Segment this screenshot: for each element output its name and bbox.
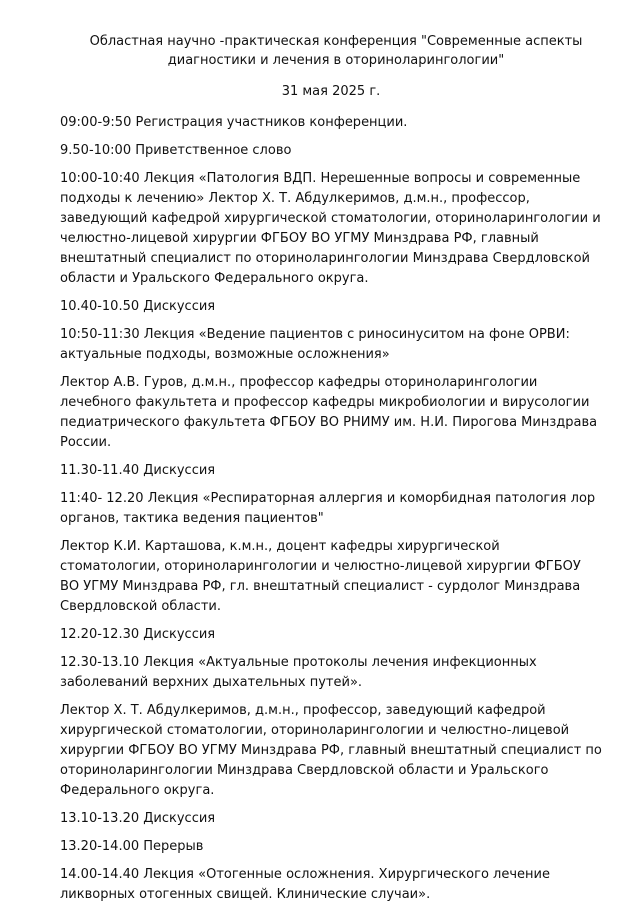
program-entry: Лектор А.В. Гуров, д.м.н., профессор кафедры оториноларингологии лечебного факультета и профессор кафедры микробиологии и вирусологии педиатрического факультета ФГБОУ ВО РНИМУ им. Н.И. Пирогова Минздрава России. [60, 375, 598, 450]
conference-date: 31 мая 2025 г. [281, 84, 381, 99]
program-entry: 9.50-10:00 Приветственное слово [60, 143, 292, 158]
program-entry: 11:40- 12.20 Лекция «Респираторная аллергия и коморбидная патология лор органов, тактика ведения пациентов" [60, 491, 596, 526]
program-entry: 11.30-11.40 Дискуссия [60, 463, 216, 478]
program-entry: Лектор Х. Т. Абдулкеримов, д.м.н., профессор, заведующий кафедрой хирургической стоматологии, оториноларингологии и челюстно-лицевой хирургии ФГБОУ ВО УГМУ Минздрава РФ, главный внештатный специалист по оториноларингологии Минздрава Свердловской области и Уральского Федерального округа. [60, 703, 602, 798]
program-entry: 10:50-11:30 Лекция «Ведение пациентов с риносинуситом на фоне ОРВИ: актуальные подходы, возможные осложнения» [60, 327, 570, 362]
program-entry: 09:00-9:50 Регистрация участников конференции. [60, 115, 408, 130]
program-entry: 13.20-14.00 Перерыв [60, 839, 204, 854]
conference-title: Областная научно -практическая конференция "Современные аспекты диагностики и лечения в оториноларингологии" [89, 34, 583, 68]
program-entry: 12.30-13.10 Лекция «Актуальные протоколы лечения инфекционных заболеваний верхних дыхательных путей». [60, 655, 537, 690]
program-entry: 10.40-10.50 Дискуссия [60, 299, 216, 314]
program-entry: Лектор К.И. Карташова, к.м.н., доцент кафедры хирургической стоматологии, оториноларингологии и челюстно-лицевой хирургии ФГБОУ ВО УГМУ Минздрава РФ, гл. внештатный специалист - сурдолог Минздрава Свердловской области. [60, 539, 581, 614]
program-entry: 10:00-10:40 Лекция «Патология ВДП. Нерешенные вопросы и современные подходы к лечению» Лектор Х. Т. Абдулкеримов, д.м.н., профессор, заведующий кафедрой хирургической стоматологии, оториноларингологии и челюстно-лицевой хирургии ФГБОУ ВО УГМУ Минздрава РФ, главный внештатный специалист по оториноларингологии Минздрава Свердловской области и Уральского Федерального округа. [60, 171, 601, 286]
program-entry: 14.00-14.40 Лекция «Отогенные осложнения. Хирургического лечение ликворных отогенных свищей. Клинические случаи». [60, 867, 550, 902]
program-list [60, 113, 602, 905]
program-entry: 13.10-13.20 Дискуссия [60, 811, 216, 826]
program-entry: 12.20-12.30 Дискуссия [60, 627, 216, 642]
document-header [60, 32, 602, 101]
